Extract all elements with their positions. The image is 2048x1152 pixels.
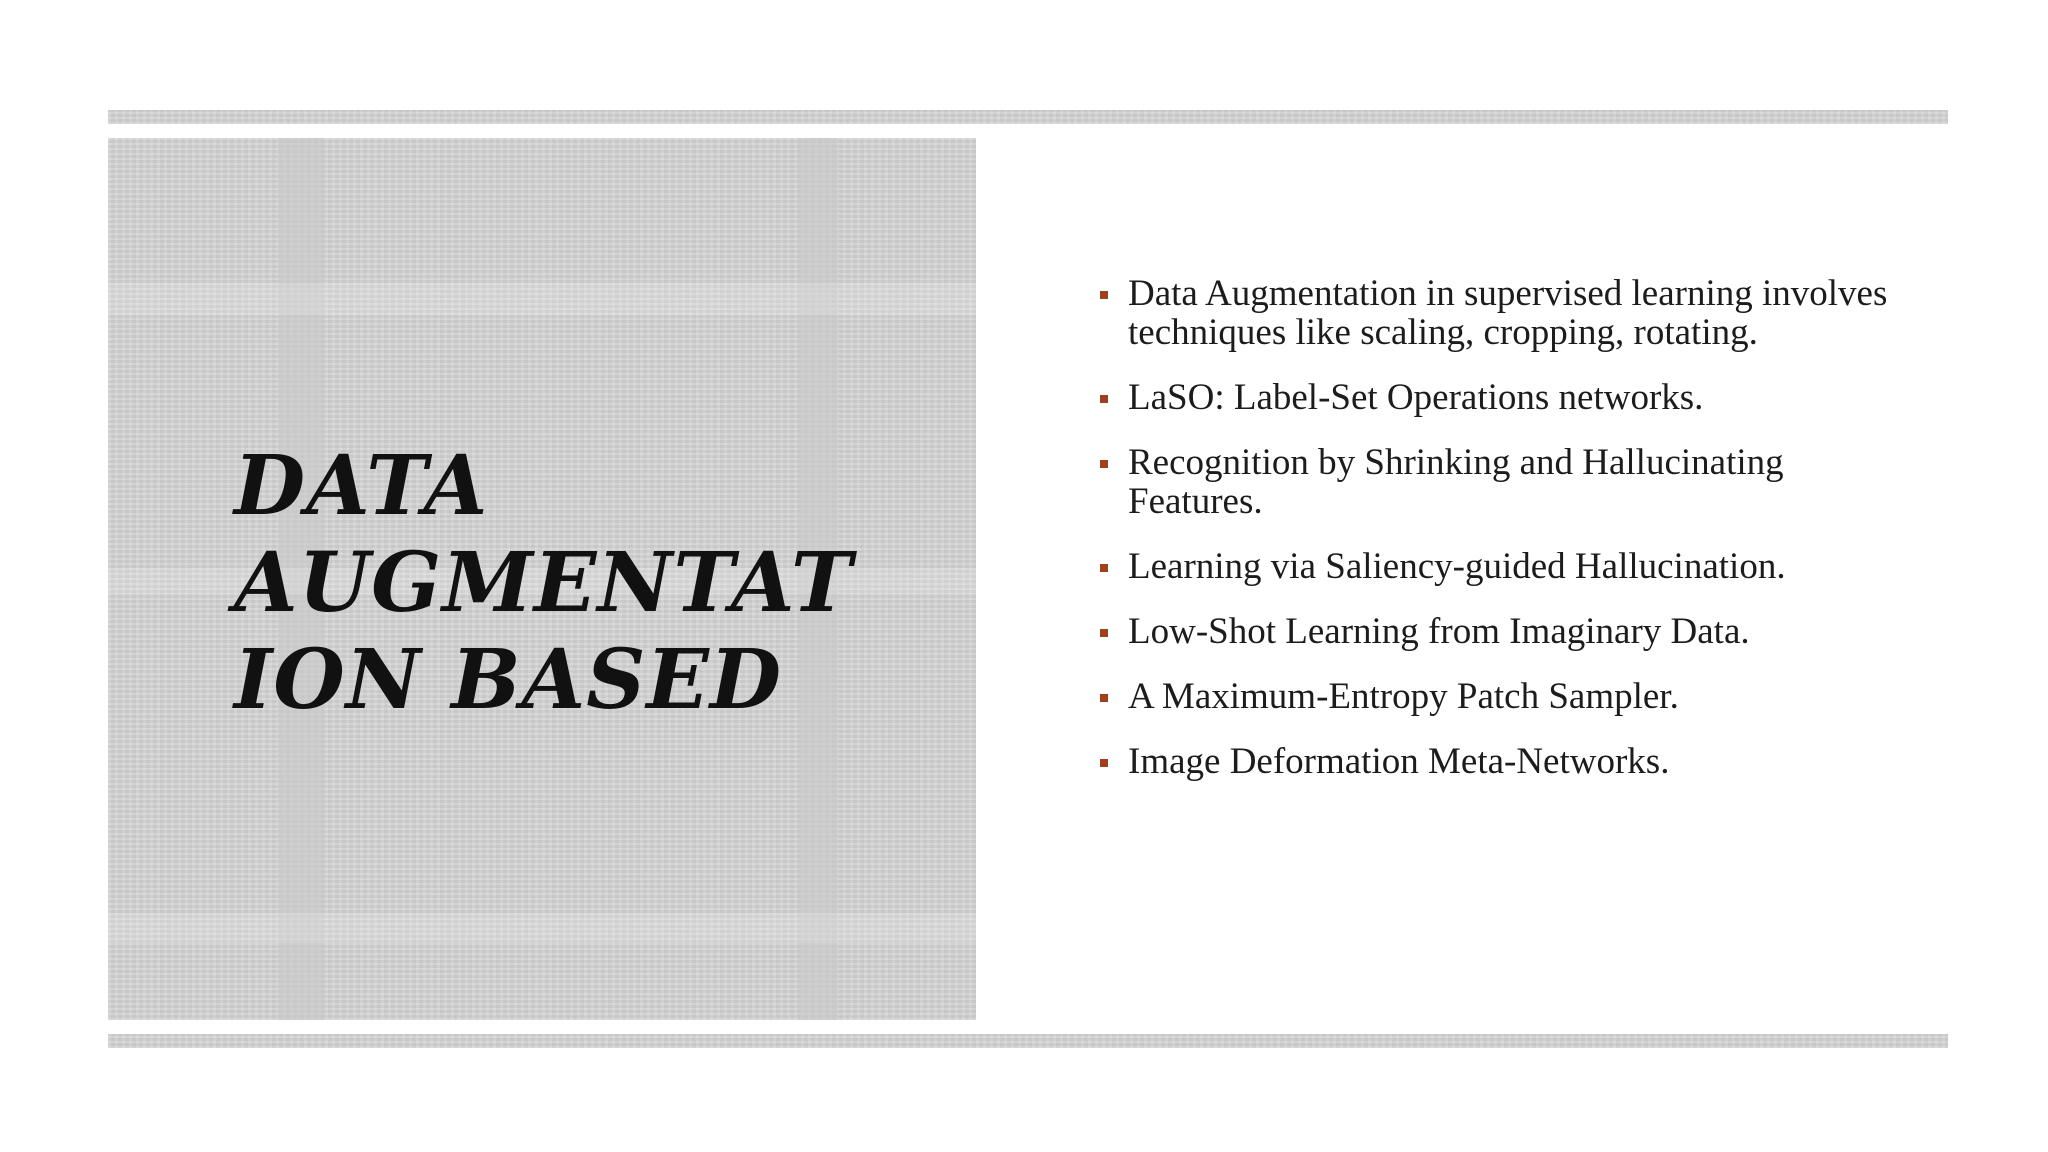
bullet-text: Recognition by Shrinking and Hallucinating Features. [1128, 442, 1784, 522]
bullet-list [1098, 274, 1898, 807]
bullet-item [1098, 742, 1898, 781]
bullet-item [1098, 274, 1898, 352]
bullet-item [1098, 547, 1898, 586]
panel-texture-stripe [108, 283, 976, 315]
bullet-item [1098, 612, 1898, 651]
slide-title-line: AUGMENTAT [234, 535, 854, 631]
bottom-decorative-band [108, 1034, 1948, 1048]
bullet-text: Low-Shot Learning from Imaginary Data. [1128, 611, 1750, 652]
bullet-text: Learning via Saliency-guided Hallucination. [1128, 546, 1786, 587]
slide-title [234, 438, 934, 729]
square-bullet-icon [1100, 564, 1108, 572]
square-bullet-icon [1100, 395, 1108, 403]
square-bullet-icon [1100, 460, 1108, 468]
bullet-text: A Maximum-Entropy Patch Sampler. [1128, 676, 1679, 717]
bullet-item [1098, 378, 1898, 417]
bullet-text: Data Augmentation in supervised learning involves techniques like scaling, cropping, rotating. [1128, 273, 1888, 353]
bullet-item [1098, 443, 1898, 521]
slide-title-line: DATA [234, 438, 489, 534]
slide-title-line: ION BASED [234, 632, 783, 728]
bullet-item [1098, 677, 1898, 716]
panel-texture-stripe [108, 913, 976, 943]
top-decorative-band [108, 110, 1948, 124]
square-bullet-icon [1100, 694, 1108, 702]
bullet-text: Image Deformation Meta-Networks. [1128, 741, 1670, 782]
title-panel [108, 138, 976, 1020]
square-bullet-icon [1100, 629, 1108, 637]
square-bullet-icon [1100, 759, 1108, 767]
square-bullet-icon [1100, 291, 1108, 299]
bullet-text: LaSO: Label-Set Operations networks. [1128, 377, 1704, 418]
